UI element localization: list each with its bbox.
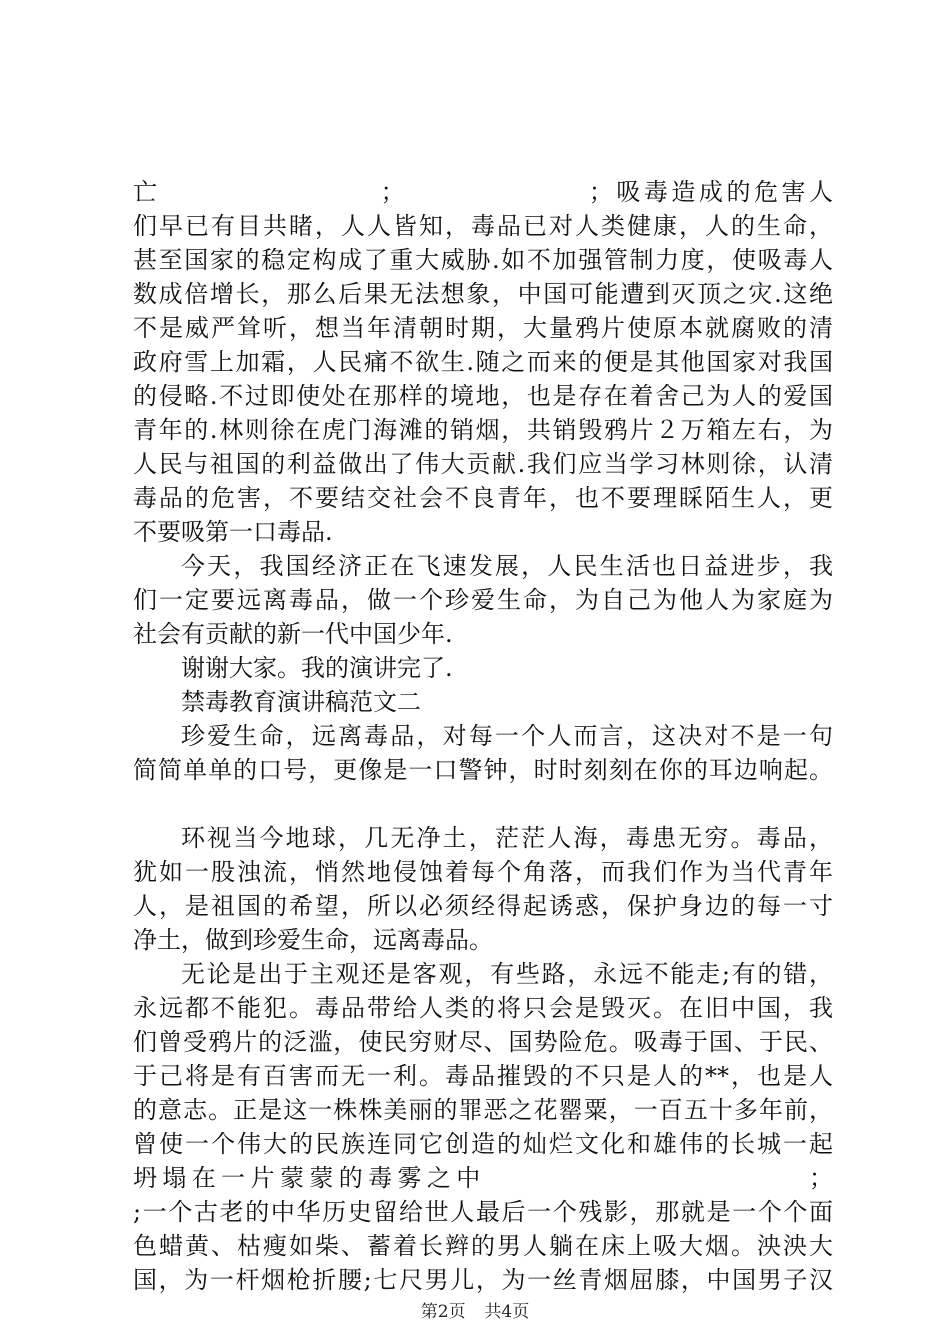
text-line: 的意志。正是这一株株美丽的罪恶之花罂粟，一百五十多年前， <box>133 1096 833 1124</box>
text-line: 曾使一个伟大的民族连同它创造的灿烂文化和雄伟的长城一起 <box>133 1130 833 1158</box>
page-total: 共4页 <box>484 1302 530 1322</box>
text-line: 于己将是有百害而无一利。毒品摧毁的不只是人的**，也是人 <box>133 1062 833 1090</box>
text-line: 犹如一股浊流，悄然地侵蚀着每个角落，而我们作为当代青年 <box>133 858 833 886</box>
text-line: 们一定要远离毒品，做一个珍爱生命，为自己为他人为家庭为 <box>133 586 833 614</box>
paragraph-first-line: 环视当今地球，几无净土，茫茫人海，毒患无穷。毒品， <box>181 824 833 852</box>
paragraph-first-line: 珍爱生命，远离毒品，对每一个人而言，这决对不是一句 <box>181 722 833 750</box>
text-line: 毒品的危害，不要结交社会不良青年，也不要理睬陌生人，更 <box>133 484 833 512</box>
paragraph-first-line: 谢谢大家。我的演讲完了. <box>181 654 453 682</box>
page-footer <box>0 1300 950 1324</box>
text-line: 亡 ； ；吸毒造成的危害人 <box>133 178 833 206</box>
text-line: 青年的.林则徐在虎门海滩的销烟，共销毁鸦片２万箱左右，为 <box>133 416 833 444</box>
text-line: 社会有贡献的新一代中国少年. <box>133 620 453 648</box>
text-line: 不要吸第一口毒品. <box>133 518 333 546</box>
text-line: 国，为一杆烟枪折腰;七尺男儿，为一丝青烟屈膝，中国男子汉 <box>133 1266 833 1294</box>
text-line: 色蜡黄、枯瘦如柴、蓄着长辫的男人躺在床上吸大烟。泱泱大 <box>133 1232 833 1260</box>
text-line: 不是威严耸听，想当年清朝时期，大量鸦片使原本就腐败的清 <box>133 314 833 342</box>
text-line: 们早已有目共睹，人人皆知，毒品已对人类健康，人的生命， <box>133 212 833 240</box>
paragraph-first-line: 今天，我国经济正在飞速发展，人民生活也日益进步，我 <box>181 552 833 580</box>
text-line: 人民与祖国的利益做出了伟大贡献.我们应当学习林则徐，认清 <box>133 450 833 478</box>
paragraph-first-line: 无论是出于主观还是客观，有些路，永远不能走;有的错， <box>181 960 833 988</box>
section-heading: 禁毒教育演讲稿范文二 <box>181 688 421 716</box>
text-line: 们曾受鸦片的泛滥，使民穷财尽、国势险危。吸毒于国、于民、 <box>133 1028 833 1056</box>
text-line: ;一个古老的中华历史留给世人最后一个残影，那就是一个个面 <box>133 1198 833 1226</box>
text-line: 人，是祖国的希望，所以必须经得起诱惑，保护身边的每一寸 <box>133 892 833 920</box>
text-line: 简简单单的口号，更像是一口警钟，时时刻刻在你的耳边响起。 <box>133 756 833 784</box>
text-line: 净土，做到珍爱生命，远离毒品。 <box>133 926 493 954</box>
text-line: 数成倍增长，那么后果无法想象，中国可能遭到灭顶之灾.这绝 <box>133 280 833 308</box>
text-line: 的侵略.不过即使处在那样的境地，也是存在着舍己为人的爱国 <box>133 382 833 410</box>
text-line: 政府雪上加霜，人民痛不欲生.随之而来的便是其他国家对我国 <box>133 348 833 376</box>
page-number: 第2页 <box>420 1302 466 1322</box>
text-line: 甚至国家的稳定构成了重大威胁.如不加强管制力度，使吸毒人 <box>133 246 833 274</box>
text-line: 永远都不能犯。毒品带给人类的将只会是毁灭。在旧中国，我 <box>133 994 833 1022</box>
text-line: 坍塌在一片蒙蒙的毒雾之中 ； <box>133 1164 833 1192</box>
